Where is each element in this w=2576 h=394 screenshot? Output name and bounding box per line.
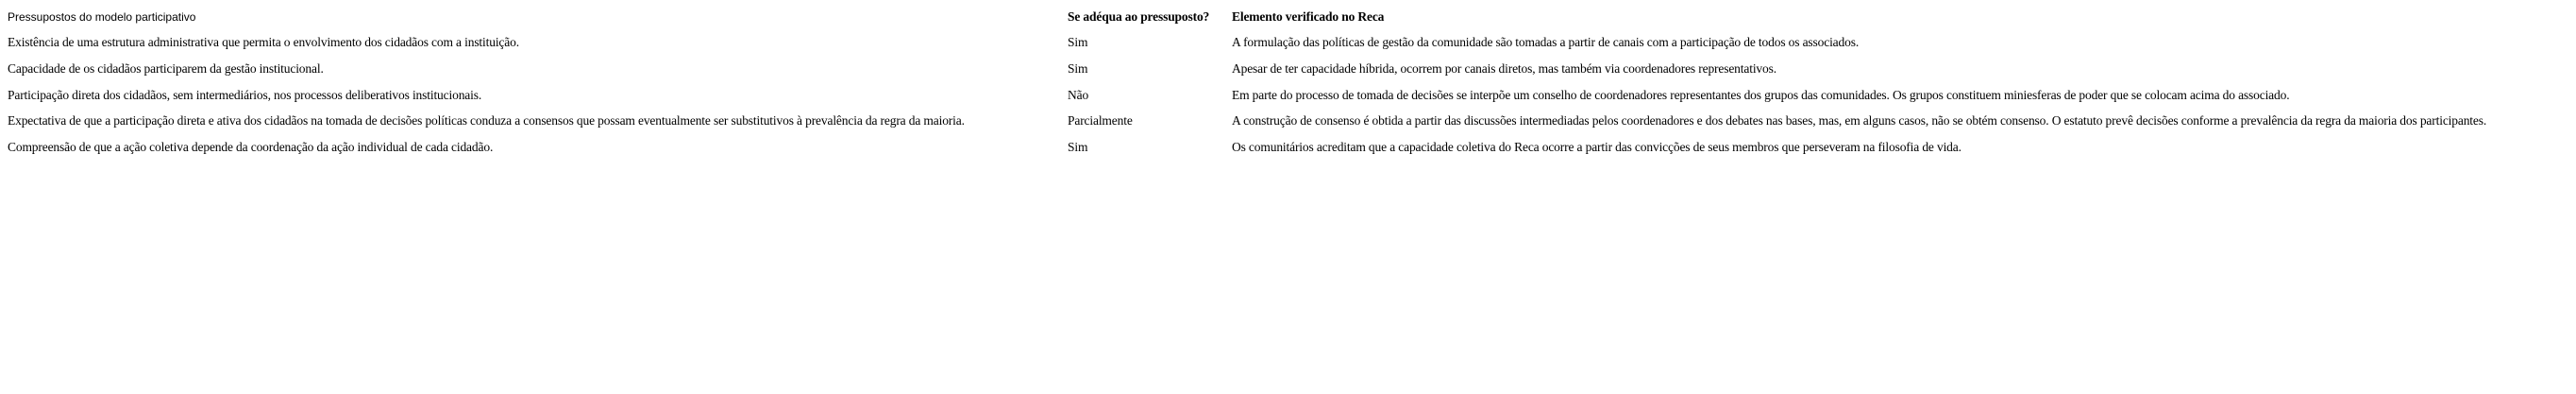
header-row (5, 4, 2489, 30)
cell-elemento: A construção de consenso é obtida a partir das discussões intermediadas pelos coordenadores e dos debates nas bases, mas, em alguns casos, não se obtém consenso. O estatuto prevê decisões conforme a prevalência da regra da maioria dos participantes. (1232, 113, 2487, 128)
cell-pressuposto: Participação direta dos cidadãos, sem intermediários, nos processos deliberativos institucionais. (8, 87, 482, 102)
cell-adequa: Parcialmente (1068, 113, 1133, 128)
table-body (5, 30, 2489, 161)
cell-elemento: Os comunitários acreditam que a capacidade coletiva do Reca ocorre a partir das convicções de seus membros que perseveram na filosofia de vida. (1232, 139, 1961, 154)
cell-pressuposto: Capacidade de os cidadãos participarem da gestão institucional. (8, 60, 324, 76)
table-row (5, 134, 2489, 161)
header-adequa: Se adéqua ao pressuposto? (1068, 9, 1210, 24)
pressupostos-table (5, 4, 2489, 161)
table-row (5, 56, 2489, 82)
cell-adequa: Sim (1068, 35, 1088, 50)
cell-pressuposto: Existência de uma estrutura administrativa que permita o envolvimento dos cidadãos com a instituição. (8, 35, 519, 50)
cell-adequa: Não (1068, 87, 1089, 102)
table-header (5, 4, 2489, 30)
table-row (5, 82, 2489, 109)
table-row (5, 30, 2489, 57)
cell-elemento: Apesar de ter capacidade híbrida, ocorrem por canais diretos, mas também via coordenadores representativos. (1232, 60, 1776, 76)
cell-pressuposto: Expectativa de que a participação direta e ativa dos cidadãos na tomada de decisões políticas conduza a consensos que possam eventualmente ser substitutivos à prevalência da regra da maioria. (8, 113, 965, 128)
header-elemento: Elemento verificado no Reca (1232, 9, 1385, 24)
table-row (5, 108, 2489, 134)
cell-elemento: Em parte do processo de tomada de decisões se interpõe um conselho de coordenadores representantes dos grupos das comunidades. Os grupos constituem miniesferas de poder que se colocam acima do associado. (1232, 87, 2290, 102)
cell-elemento: A formulação das políticas de gestão da comunidade são tomadas a partir de canais com a participação de todos os associados. (1232, 35, 1860, 50)
cell-pressuposto: Compreensão de que a ação coletiva depende da coordenação da ação individual de cada cidadão. (8, 139, 494, 154)
cell-adequa: Sim (1068, 60, 1088, 76)
header-pressupostos: Pressupostos do modelo participativo (8, 9, 196, 24)
cell-adequa: Sim (1068, 139, 1088, 154)
